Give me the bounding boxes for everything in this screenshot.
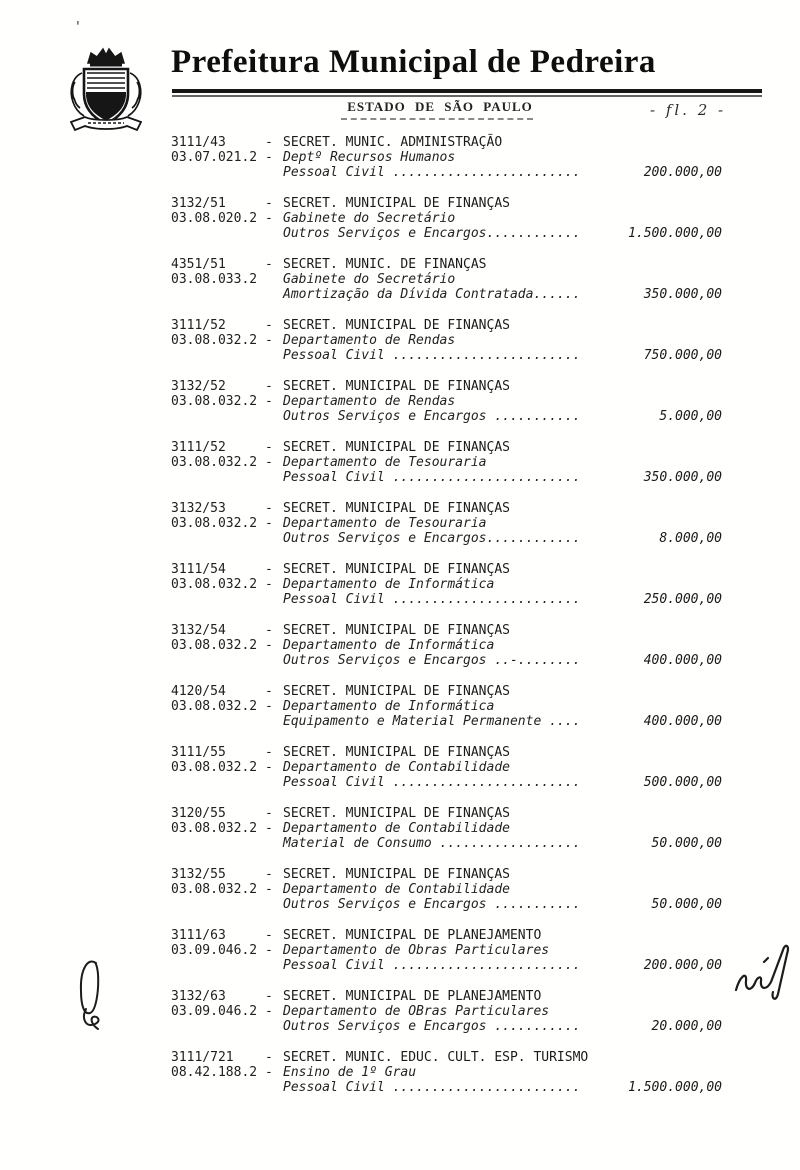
entry-line-amount xyxy=(171,958,722,973)
entry-value: 50.000,00 xyxy=(651,897,722,912)
entry-department: Departamento de Contabilidade xyxy=(283,760,510,775)
entry-department: Gabinete do Secretário xyxy=(283,211,456,226)
entry-separator: - xyxy=(265,577,273,592)
entry-department: Deptº Recursos Humanos xyxy=(283,150,456,165)
entry-secretariat: SECRET. MUNICIPAL DE FINANÇAS xyxy=(283,196,510,211)
budget-entry xyxy=(171,806,722,851)
entry-secretariat: SECRET. MUNICIPAL DE FINANÇAS xyxy=(283,379,510,394)
entry-item: Outros Serviços e Encargos ........... xyxy=(283,1019,581,1034)
entry-value: 20.000,00 xyxy=(651,1019,722,1034)
corner-mark: ' xyxy=(74,20,82,35)
entry-value: 400.000,00 xyxy=(643,653,722,668)
entry-code: 3111/43 xyxy=(171,135,226,150)
entry-separator: - xyxy=(265,516,273,531)
entry-line-amount xyxy=(171,592,722,607)
entry-separator: - xyxy=(265,684,273,699)
entry-item: Pessoal Civil ........................ xyxy=(283,470,581,485)
entry-department: Departamento de Informática xyxy=(283,577,495,592)
entry-line-amount xyxy=(171,287,722,302)
entry-separator: - xyxy=(265,821,273,836)
entry-value: 200.000,00 xyxy=(643,958,722,973)
entry-line-amount xyxy=(171,897,722,912)
entry-subcode: 03.08.032.2 xyxy=(171,394,258,409)
entry-separator: - xyxy=(265,943,273,958)
entry-subcode: 03.08.032.2 xyxy=(171,638,258,653)
entry-line-department xyxy=(171,455,722,470)
entry-line-department xyxy=(171,1004,722,1019)
entry-item: Pessoal Civil ........................ xyxy=(283,775,581,790)
entry-line-amount xyxy=(171,531,722,546)
entry-item: Outros Serviços e Encargos............ xyxy=(283,531,581,546)
handwriting-scribble-left xyxy=(66,955,114,1035)
budget-entry xyxy=(171,562,722,607)
entry-value: 750.000,00 xyxy=(643,348,722,363)
entry-separator: - xyxy=(265,1004,273,1019)
entry-line-secretariat xyxy=(171,501,722,516)
entry-subcode: 03.08.032.2 xyxy=(171,760,258,775)
entry-line-amount xyxy=(171,775,722,790)
entry-separator: - xyxy=(265,562,273,577)
entry-line-secretariat xyxy=(171,196,722,211)
budget-entry xyxy=(171,989,722,1034)
entry-value: 350.000,00 xyxy=(643,287,722,302)
budget-entry xyxy=(171,257,722,302)
entry-separator: - xyxy=(265,699,273,714)
state-subtitle: ESTADO DE SÃO PAULO xyxy=(347,99,533,114)
entry-secretariat: SECRET. MUNICIPAL DE FINANÇAS xyxy=(283,684,510,699)
entry-department: Ensino de 1º Grau xyxy=(283,1065,417,1080)
entry-line-secretariat xyxy=(171,1050,722,1065)
entry-separator: - xyxy=(265,455,273,470)
entry-subcode: 03.08.032.2 xyxy=(171,516,258,531)
rule-thin xyxy=(172,95,762,97)
entry-value: 1.500.000,00 xyxy=(628,226,722,241)
budget-entry xyxy=(171,1050,722,1095)
entry-department: Departamento de Tesouraria xyxy=(283,455,487,470)
entry-separator: - xyxy=(265,196,273,211)
entry-code: 3111/63 xyxy=(171,928,226,943)
entry-line-secretariat xyxy=(171,989,722,1004)
entry-secretariat: SECRET. MUNICIPAL DE FINANÇAS xyxy=(283,623,510,638)
entry-line-department xyxy=(171,272,722,287)
entry-secretariat: SECRET. MUNICIPAL DE PLANEJAMENTO xyxy=(283,989,542,1004)
entry-code: 4351/51 xyxy=(171,257,226,272)
entry-separator xyxy=(265,272,283,287)
entry-separator: - xyxy=(265,211,273,226)
budget-entry xyxy=(171,928,722,973)
entry-department: Departamento de Rendas xyxy=(283,394,456,409)
entry-department: Departamento de Rendas xyxy=(283,333,456,348)
entry-value: 8.000,00 xyxy=(659,531,722,546)
entry-code: 3111/52 xyxy=(171,318,226,333)
entry-subcode: 03.08.032.2 xyxy=(171,577,258,592)
entry-separator: - xyxy=(265,867,273,882)
entry-line-amount xyxy=(171,348,722,363)
entry-line-department xyxy=(171,638,722,653)
entry-line-amount xyxy=(171,409,722,424)
entry-line-secretariat xyxy=(171,684,722,699)
entry-value: 500.000,00 xyxy=(643,775,722,790)
entry-value: 5.000,00 xyxy=(659,409,722,424)
entry-line-secretariat xyxy=(171,623,722,638)
entry-line-secretariat xyxy=(171,440,722,455)
budget-entry xyxy=(171,684,722,729)
budget-entries-list xyxy=(171,135,722,1111)
entry-separator: - xyxy=(265,882,273,897)
budget-entry xyxy=(171,379,722,424)
entry-code: 4120/54 xyxy=(171,684,226,699)
entry-line-amount xyxy=(171,653,722,668)
entry-department: Departamento de OBras Particulares xyxy=(283,1004,550,1019)
entry-code: 3111/52 xyxy=(171,440,226,455)
letterhead-rule xyxy=(172,89,762,97)
page-title: Prefeitura Municipal de Pedreira xyxy=(171,44,656,80)
entry-code: 3111/54 xyxy=(171,562,226,577)
entry-line-department xyxy=(171,211,722,226)
entry-secretariat: SECRET. MUNICIPAL DE FINANÇAS xyxy=(283,806,510,821)
entry-secretariat: SECRET. MUNICIPAL DE FINANÇAS xyxy=(283,440,510,455)
entry-line-amount xyxy=(171,470,722,485)
budget-entry xyxy=(171,135,722,180)
entry-separator: - xyxy=(265,333,273,348)
entry-line-secretariat xyxy=(171,867,722,882)
entry-line-amount xyxy=(171,714,722,729)
entry-code: 3132/54 xyxy=(171,623,226,638)
entry-separator: - xyxy=(265,806,273,821)
budget-entry xyxy=(171,867,722,912)
entry-line-department xyxy=(171,516,722,531)
entry-subcode: 03.07.021.2 xyxy=(171,150,258,165)
entry-line-department xyxy=(171,882,722,897)
coat-of-arms-icon xyxy=(61,46,151,136)
entry-secretariat: SECRET. MUNICIPAL DE FINANÇAS xyxy=(283,867,510,882)
entry-secretariat: SECRET. MUNIC. ADMINISTRAÇÃO xyxy=(283,135,503,150)
entry-separator: - xyxy=(265,745,273,760)
entry-value: 400.000,00 xyxy=(643,714,722,729)
entry-item: Pessoal Civil ........................ xyxy=(283,348,581,363)
entry-line-department xyxy=(171,1065,722,1080)
entry-line-department xyxy=(171,943,722,958)
entry-item: Outros Serviços e Encargos............ xyxy=(283,226,581,241)
entry-subcode: 03.08.032.2 xyxy=(171,699,258,714)
rule-thick xyxy=(172,89,762,93)
entry-separator: - xyxy=(265,638,273,653)
entry-secretariat: SECRET. MUNICIPAL DE FINANÇAS xyxy=(283,562,510,577)
entry-department: Gabinete do Secretário xyxy=(283,272,456,287)
entry-subcode: 03.09.046.2 xyxy=(171,1004,258,1019)
entry-code: 3132/51 xyxy=(171,196,226,211)
entry-code: 3120/55 xyxy=(171,806,226,821)
entry-line-amount xyxy=(171,1019,722,1034)
entry-department: Departamento de Informática xyxy=(283,638,495,653)
entry-separator: - xyxy=(265,623,273,638)
entry-item: Material de Consumo .................. xyxy=(283,836,581,851)
entry-item: Pessoal Civil ........................ xyxy=(283,1080,581,1095)
entry-line-amount xyxy=(171,836,722,851)
entry-line-department xyxy=(171,821,722,836)
entry-value: 1.500.000,00 xyxy=(628,1080,722,1095)
entry-separator: - xyxy=(265,928,273,943)
entry-department: Departamento de Tesouraria xyxy=(283,516,487,531)
entry-separator: - xyxy=(265,257,273,272)
entry-code: 3111/721 xyxy=(171,1050,234,1065)
entry-line-secretariat xyxy=(171,135,722,150)
entry-line-secretariat xyxy=(171,257,722,272)
entry-item: Pessoal Civil ........................ xyxy=(283,165,581,180)
entry-separator: - xyxy=(265,135,273,150)
entry-separator: - xyxy=(265,1065,273,1080)
entry-separator: - xyxy=(265,150,273,165)
entry-line-secretariat xyxy=(171,562,722,577)
entry-separator: - xyxy=(265,1050,273,1065)
entry-secretariat: SECRET. MUNICIPAL DE FINANÇAS xyxy=(283,318,510,333)
entry-subcode: 03.09.046.2 xyxy=(171,943,258,958)
entry-item: Outros Serviços e Encargos ........... xyxy=(283,897,581,912)
entry-line-amount xyxy=(171,165,722,180)
handwriting-initials-right xyxy=(730,938,798,1016)
entry-subcode: 03.08.020.2 xyxy=(171,211,258,226)
entry-separator: - xyxy=(265,989,273,1004)
entry-department: Departamento de Obras Particulares xyxy=(283,943,550,958)
entry-department: Departamento de Informática xyxy=(283,699,495,714)
entry-line-secretariat xyxy=(171,318,722,333)
entry-department: Departamento de Contabilidade xyxy=(283,821,510,836)
entry-code: 3111/55 xyxy=(171,745,226,760)
entry-line-amount xyxy=(171,226,722,241)
entry-line-secretariat xyxy=(171,745,722,760)
entry-secretariat: SECRET. MUNICIPAL DE PLANEJAMENTO xyxy=(283,928,542,943)
entry-line-department xyxy=(171,577,722,592)
entry-item: Equipamento e Material Permanente .... xyxy=(283,714,581,729)
entry-item: Outros Serviços e Encargos ........... xyxy=(283,409,581,424)
entry-department: Departamento de Contabilidade xyxy=(283,882,510,897)
entry-secretariat: SECRET. MUNIC. DE FINANÇAS xyxy=(283,257,487,272)
entry-line-department xyxy=(171,699,722,714)
entry-value: 50.000,00 xyxy=(651,836,722,851)
entry-subcode: 08.42.188.2 xyxy=(171,1065,258,1080)
entry-separator: - xyxy=(265,501,273,516)
entry-subcode: 03.08.032.2 xyxy=(171,455,258,470)
entry-code: 3132/53 xyxy=(171,501,226,516)
entry-line-department xyxy=(171,394,722,409)
entry-line-department xyxy=(171,333,722,348)
subtitle-underline xyxy=(341,118,533,120)
entry-item: Outros Serviços e Encargos ..-........ xyxy=(283,653,581,668)
entry-line-secretariat xyxy=(171,379,722,394)
entry-separator: - xyxy=(265,379,273,394)
entry-line-amount xyxy=(171,1080,722,1095)
budget-entry xyxy=(171,440,722,485)
entry-line-department xyxy=(171,150,722,165)
entry-secretariat: SECRET. MUNIC. EDUC. CULT. ESP. TURISMO xyxy=(283,1050,589,1065)
entry-separator: - xyxy=(265,760,273,775)
entry-line-department xyxy=(171,760,722,775)
entry-code: 3132/52 xyxy=(171,379,226,394)
entry-value: 200.000,00 xyxy=(643,165,722,180)
entry-subcode: 03.08.032.2 xyxy=(171,882,258,897)
entry-item: Pessoal Civil ........................ xyxy=(283,958,581,973)
entry-item: Pessoal Civil ........................ xyxy=(283,592,581,607)
budget-entry xyxy=(171,501,722,546)
entry-separator: - xyxy=(265,440,273,455)
entry-line-secretariat xyxy=(171,928,722,943)
entry-separator: - xyxy=(265,394,273,409)
entry-secretariat: SECRET. MUNICIPAL DE FINANÇAS xyxy=(283,501,510,516)
entry-value: 350.000,00 xyxy=(643,470,722,485)
entry-code: 3132/63 xyxy=(171,989,226,1004)
entry-secretariat: SECRET. MUNICIPAL DE FINANÇAS xyxy=(283,745,510,760)
budget-entry xyxy=(171,318,722,363)
entry-item: Amortização da Dívida Contratada...... xyxy=(283,287,581,302)
page-number: - fl. 2 - xyxy=(650,101,727,119)
entry-line-secretariat xyxy=(171,806,722,821)
entry-code: 3132/55 xyxy=(171,867,226,882)
budget-entry xyxy=(171,196,722,241)
entry-value: 250.000,00 xyxy=(643,592,722,607)
budget-entry xyxy=(171,623,722,668)
entry-subcode: 03.08.033.2 xyxy=(171,272,258,287)
budget-entry xyxy=(171,745,722,790)
entry-separator: - xyxy=(265,318,273,333)
entry-subcode: 03.08.032.2 xyxy=(171,821,258,836)
entry-subcode: 03.08.032.2 xyxy=(171,333,258,348)
